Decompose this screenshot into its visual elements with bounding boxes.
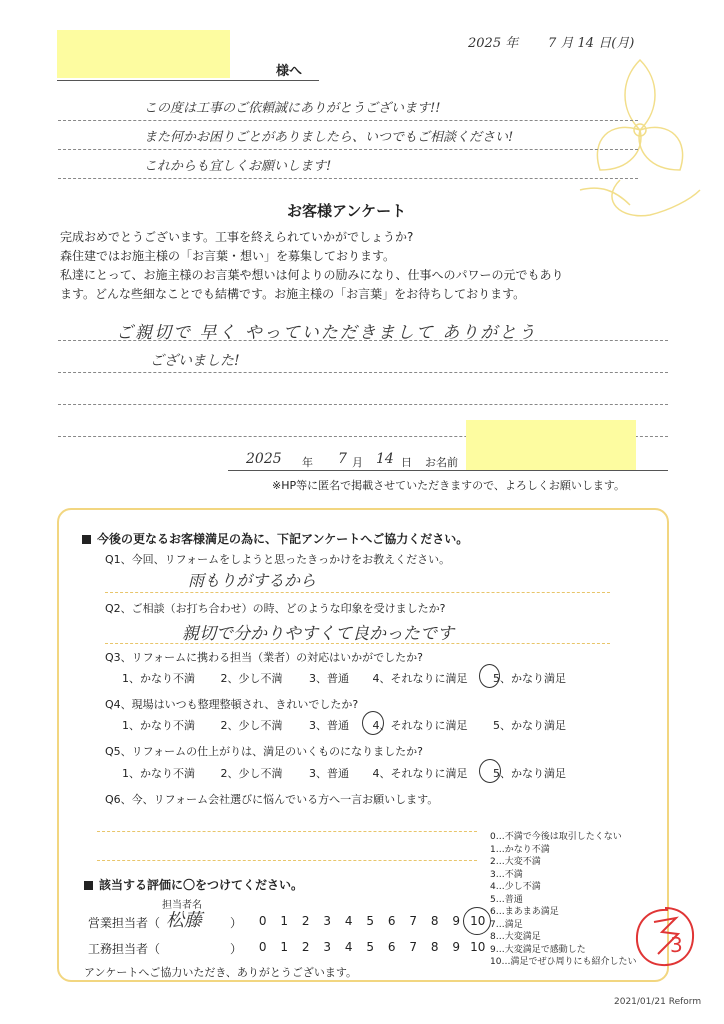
legend-item-9: 9…大変満足で感動した xyxy=(490,944,586,955)
q4-option-2[interactable]: 2、少し不満 xyxy=(220,719,283,732)
sign-year: 2025 xyxy=(246,451,282,467)
redacted-name xyxy=(466,420,636,470)
survey-intro-3: 私達にとって、お施主様のお言葉や想いは何よりの励みになり、仕事へのパワーの元でもあり xyxy=(60,268,564,282)
message-line-3 xyxy=(58,178,638,179)
redacted-recipient xyxy=(57,30,230,78)
rating-heading-text: 該当する評価に〇をつけてください。 xyxy=(99,878,304,892)
question-2: Q2、ご相談（お打ち合わせ）の時、どのような印象を受けましたか? xyxy=(105,602,446,615)
sales-close-paren: ） xyxy=(230,916,243,930)
legend-item-8: 8…大変満足 xyxy=(490,932,541,942)
legend-item-4: 4…少し不満 xyxy=(490,882,541,892)
legend-item-2: 2…大変不満 xyxy=(490,857,541,867)
legend-item-10: 10…満足でぜひ周りにも紹介したい xyxy=(490,957,637,967)
sales-rating-2[interactable]: 2 xyxy=(301,914,310,928)
sales-rating-3[interactable]: 3 xyxy=(323,914,332,928)
q4-option-3[interactable]: 3、普通 xyxy=(309,719,349,732)
question-6: Q6、今、リフォーム会社選びに悩んでいる方へ一言お願いします。 xyxy=(105,793,439,806)
sales-rating-6[interactable]: 6 xyxy=(387,914,396,928)
bullet-square-2 xyxy=(84,881,93,890)
q3-selected-circle xyxy=(479,664,500,688)
works-rating-3[interactable]: 3 xyxy=(323,940,332,954)
works-rating-6[interactable]: 6 xyxy=(387,940,396,954)
answer-1-line xyxy=(105,592,610,593)
bullet-square xyxy=(82,535,91,544)
question-1: Q1、今回、リフォームをしようと思ったきっかけをお教えください。 xyxy=(105,553,451,566)
red-stamp-mark xyxy=(632,904,698,970)
works-rating-9[interactable]: 9 xyxy=(452,940,461,954)
sign-month: 7 xyxy=(338,451,347,467)
anonymous-note: ※HP等に匿名で掲載させていただきますので、よろしくお願いします。 xyxy=(272,479,626,492)
question-3: Q3、リフォームに携わる担当（業者）の対応はいかがでしたか? xyxy=(105,651,423,664)
works-rating-4[interactable]: 4 xyxy=(344,940,353,954)
sales-rating-10[interactable]: 10 xyxy=(470,914,486,928)
question-4: Q4、現場はいつも整理整頓され、きれいでしたか? xyxy=(105,698,359,711)
q4-option-4[interactable]: 4、それなりに満足 xyxy=(372,719,468,732)
q4-selected-circle xyxy=(362,711,384,735)
answer-2-line xyxy=(105,643,610,644)
works-close-paren: ） xyxy=(230,942,243,956)
works-rating-0[interactable]: 0 xyxy=(258,940,267,954)
sales-rating-5[interactable]: 5 xyxy=(366,914,375,928)
message-line-2 xyxy=(58,149,638,150)
legend-item-6: 6…まあまあ満足 xyxy=(490,907,559,917)
date-year: 2025 年 xyxy=(468,36,519,51)
comment-text-2: ございました! xyxy=(150,353,240,369)
legend-item-3: 3…不満 xyxy=(490,869,523,880)
q5-option-4[interactable]: 4、それなりに満足 xyxy=(372,767,468,780)
questionnaire-heading-text: 今後の更なるお客様満足の為に、下記アンケートへご協力ください。 xyxy=(97,532,469,546)
legend-item-7: 7…満足 xyxy=(490,919,523,930)
sales-rating-9[interactable]: 9 xyxy=(452,914,461,928)
q4-scale xyxy=(122,717,566,733)
q5-selected-circle xyxy=(479,759,501,783)
q3-option-1[interactable]: 1、かなり不満 xyxy=(122,672,195,685)
sales-label: 営業担当者（ xyxy=(88,916,161,930)
sales-selected-circle xyxy=(463,907,491,935)
works-rating-8[interactable]: 8 xyxy=(430,940,439,954)
q4-option-1[interactable]: 1、かなり不満 xyxy=(122,719,195,732)
message-text-2: また何かお困りごとがありましたら、いつでもご相談ください! xyxy=(144,130,514,145)
q4-option-5[interactable]: 5、かなり満足 xyxy=(493,719,566,732)
answer-6-line-2 xyxy=(97,860,477,861)
q3-option-5[interactable]: 5、かなり満足 xyxy=(493,672,566,685)
message-text-1: この度は工事のご依頼誠にありがとうございます!! xyxy=(144,101,441,116)
survey-intro-4: ます。どんな些細なことでも結構です。お施主様の「お言葉」をお待ちしております。 xyxy=(60,287,526,301)
staff-name-label: 担当者名 xyxy=(162,900,202,911)
sales-rating-8[interactable]: 8 xyxy=(430,914,439,928)
sign-day: 14 xyxy=(376,451,394,467)
answer-2: 親切で分かりやすくて良かったです xyxy=(182,624,454,644)
sales-staff-name: 松藤 xyxy=(166,910,202,931)
flower-decoration xyxy=(560,40,720,230)
legend-item-0: 0…不満で今後は取引したくない xyxy=(490,832,622,842)
form-version: 2021/01/21 Reform xyxy=(614,997,702,1007)
q5-option-5[interactable]: 5、かなり満足 xyxy=(493,767,566,780)
works-rating-2[interactable]: 2 xyxy=(301,940,310,954)
works-label: 工務担当者（ xyxy=(88,942,161,956)
sales-rating-1[interactable]: 1 xyxy=(280,914,289,928)
survey-intro-2: 森住建ではお施主様の「お言葉・想い」を募集しております。 xyxy=(60,249,396,263)
answer-1: 雨もりがするから xyxy=(188,571,317,590)
message-line-1 xyxy=(58,120,638,121)
sales-rating-0[interactable]: 0 xyxy=(258,914,267,928)
legend-item-5: 5…普通 xyxy=(490,894,523,905)
q3-option-3[interactable]: 3、普通 xyxy=(309,672,349,685)
works-rating-7[interactable]: 7 xyxy=(409,940,418,954)
question-5: Q5、リフォームの仕上がりは、満足のいくものになりましたか? xyxy=(105,745,423,758)
sign-month-unit: 月 xyxy=(352,456,363,469)
sales-rating-numbers xyxy=(252,914,489,928)
q5-option-2[interactable]: 2、少し不満 xyxy=(220,767,283,780)
thanks-message: アンケートへご協力いただき、ありがとうございます。 xyxy=(84,966,358,979)
questionnaire-heading xyxy=(82,530,468,547)
q3-option-4[interactable]: 4、それなりに満足 xyxy=(372,672,468,685)
q5-option-1[interactable]: 1、かなり不満 xyxy=(122,767,195,780)
signature-underline xyxy=(228,470,668,471)
sign-day-unit: 日 xyxy=(401,456,412,469)
recipient-underline xyxy=(57,80,319,81)
works-rating-1[interactable]: 1 xyxy=(280,940,289,954)
q3-option-2[interactable]: 2、少し不満 xyxy=(220,672,283,685)
comment-text-1: ご親切で 早く やっていただきまして ありがとう xyxy=(116,323,538,343)
sales-rating-4[interactable]: 4 xyxy=(344,914,353,928)
date-month-day: 7 月 14 日(月) xyxy=(548,36,635,51)
survey-intro-1: 完成おめでとうございます。工事を終えられていかがでしょうか? xyxy=(60,230,414,244)
comment-line-2 xyxy=(58,372,668,373)
q5-option-3[interactable]: 3、普通 xyxy=(309,767,349,780)
rating-legend xyxy=(490,831,636,969)
comment-line-3 xyxy=(58,404,668,405)
stamp-number: 3 xyxy=(670,933,683,957)
works-rating-5[interactable]: 5 xyxy=(366,940,375,954)
answer-6-line-1 xyxy=(97,831,477,832)
sign-year-unit: 年 xyxy=(302,456,313,469)
legend-item-1: 1…かなり不満 xyxy=(490,844,550,855)
survey-title: お客様アンケート xyxy=(287,202,407,220)
rating-heading xyxy=(84,876,303,893)
sales-rating-7[interactable]: 7 xyxy=(409,914,418,928)
works-rating-10[interactable]: 10 xyxy=(470,940,486,954)
recipient-suffix: 様へ xyxy=(276,64,303,79)
message-text-3: これからも宜しくお願いします! xyxy=(144,159,332,174)
works-rating-numbers xyxy=(252,940,489,954)
name-label: お名前 xyxy=(425,456,458,469)
